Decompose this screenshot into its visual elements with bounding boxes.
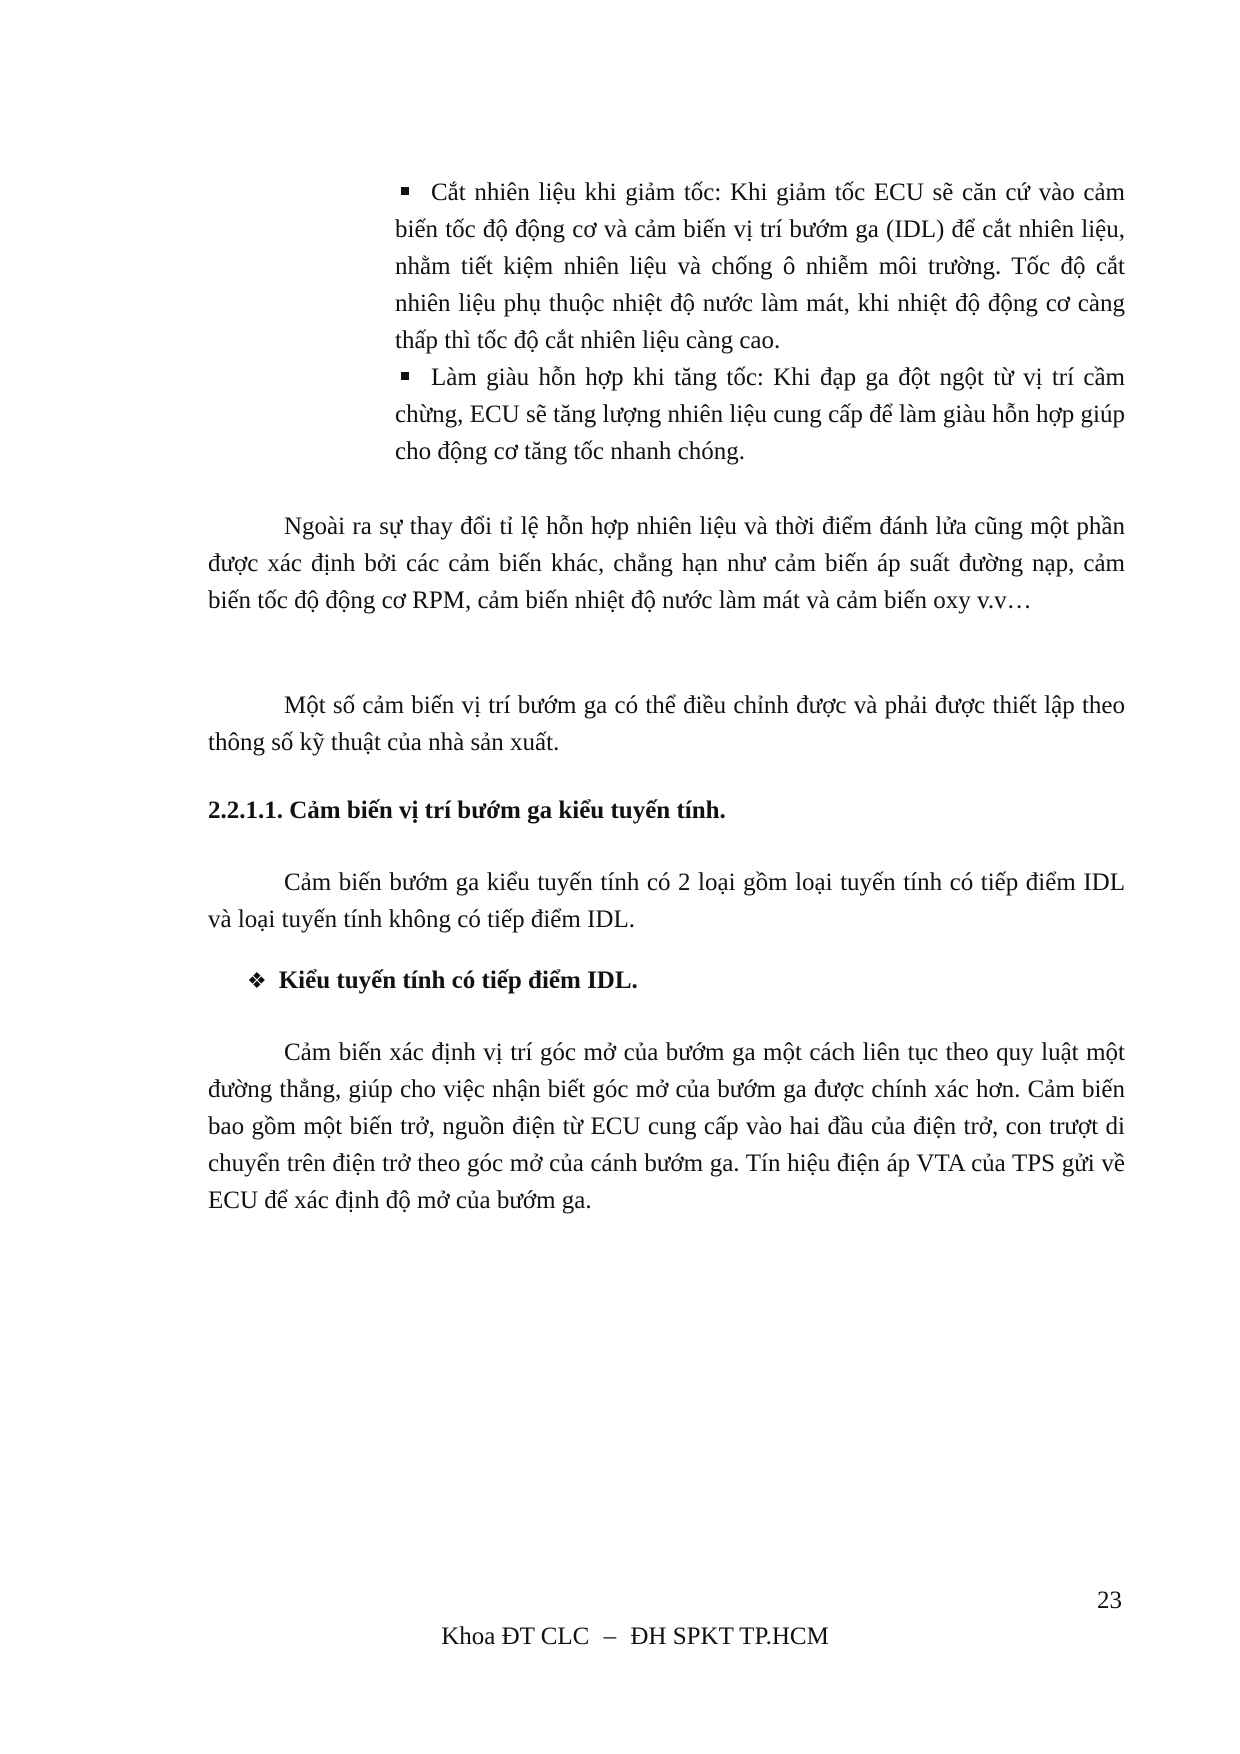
page-number: 23 — [1097, 1587, 1122, 1614]
bullet-list — [395, 174, 1125, 470]
subsection-heading-text: Kiểu tuyến tính có tiếp điểm IDL. — [278, 967, 638, 994]
footer-separator: – — [603, 1623, 617, 1650]
bullet-item — [395, 174, 1125, 359]
paragraph-idl-description: Cảm biến xác định vị trí góc mở của bướm ga một cách liên tục theo quy luật một đường thẳng, giúp cho việc nhận biết góc mở của bướm ga được chính xác hơn. Cảm biến bao gồm một biến trở, nguồn điện từ ECU cung cấp vào hai đầu của điện trở, con trượt di chuyển trên điện trở theo góc mở của cánh bướm ga. Tín hiệu điện áp VTA của TPS gửi về ECU để xác định độ mở của bướm ga. — [208, 1039, 1125, 1214]
footer-faculty: Khoa ĐT CLC — [441, 1623, 590, 1650]
paragraph-adjustable: Một số cảm biến vị trí bướm ga có thể điều chỉnh được và phải được thiết lập theo thông số kỹ thuật của nhà sản xuất. — [208, 692, 1125, 756]
section-heading: 2.2.1.1. Cảm biến vị trí bướm ga kiểu tuyến tính. — [208, 797, 726, 824]
paragraph-linear-types: Cảm biến bướm ga kiểu tuyến tính có 2 loại gồm loại tuyến tính có tiếp điểm IDL và loại tuyến tính không có tiếp điểm IDL. — [208, 869, 1125, 933]
footer-university: ĐH SPKT TP.HCM — [630, 1623, 829, 1650]
paragraph-sensors: Ngoài ra sự thay đổi tỉ lệ hỗn hợp nhiên liệu và thời điểm đánh lửa cũng một phần được xác định bởi các cảm biến khác, chẳng hạn như cảm biến áp suất đường nạp, cảm biến tốc độ động cơ RPM, cảm biến nhiệt độ nước làm mát và cảm biến oxy v.v… — [208, 513, 1125, 614]
bullet-text: Làm giàu hỗn hợp khi tăng tốc: Khi đạp ga đột ngột từ vị trí cầm chừng, ECU sẽ tăng lượng nhiên liệu cung cấp để làm giàu hỗn hợp giúp cho động cơ tăng tốc nhanh chóng. — [395, 364, 1125, 465]
bullet-text: Cắt nhiên liệu khi giảm tốc: Khi giảm tốc ECU sẽ căn cứ vào cảm biến tốc độ động cơ và cảm biến vị trí bướm ga (IDL) để cắt nhiên liệu, nhằm tiết kiệm nhiên liệu và chống ô nhiễm môi trường. Tốc độ cắt nhiên liệu phụ thuộc nhiệt độ nước làm mát, khi nhiệt độ động cơ càng thấp thì tốc độ cắt nhiên liệu càng cao. — [395, 179, 1125, 354]
square-bullet-icon — [401, 187, 409, 195]
bullet-item — [395, 359, 1125, 470]
page-footer — [0, 1622, 1240, 1652]
square-bullet-icon — [401, 372, 409, 380]
subsection-heading — [247, 962, 638, 1000]
diamond-bullet-icon: ❖ — [247, 969, 267, 994]
